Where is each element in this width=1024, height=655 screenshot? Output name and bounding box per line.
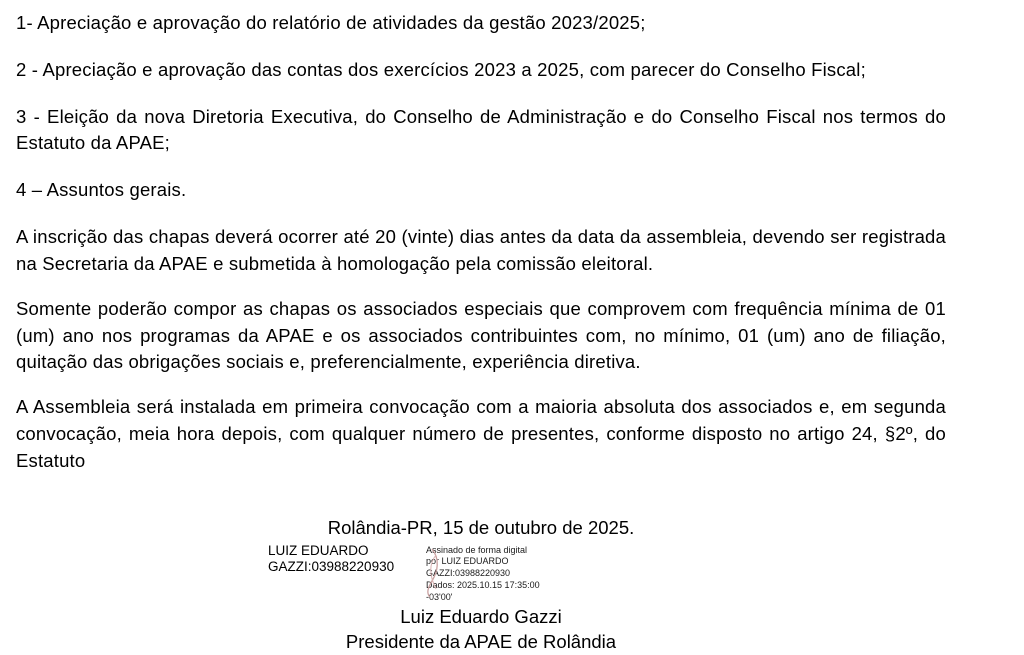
agenda-item-2: 2 - Apreciação e aprovação das contas dos exercícios 2023 a 2025, com parecer do Conselho Fiscal; <box>16 58 866 80</box>
paragraph-convocacao-assembleia: A Assembleia será instalada em primeira convocação com a maioria absoluta dos associados e, em segunda convocação, meia hora depois, com qualquer número de presentes, conforme disposto no artigo 24, §2º, do Estatuto <box>16 396 946 471</box>
signature-detail-line-2: por LUIZ EDUARDO <box>426 556 509 567</box>
signature-detail-line-1: Assinado de forma digital <box>426 544 528 555</box>
agenda-item-1: 1- Apreciação e aprovação do relatório de atividades da gestão 2023/2025; <box>16 12 646 33</box>
digital-signature-block <box>16 543 946 605</box>
signature-detail-line-4: Dados: 2025.10.15 17:35:00 <box>426 580 540 591</box>
paragraph-requisitos-associados: Somente poderão compor as chapas os associados especiais que comprovem com frequência mínima de 01 (um) ano nos programas da APAE e os associados contribuintes com, no mínimo, 01 (um) ano de filiação, quitação das obrigações sociais e, preferencialmente, experiência diretiva. <box>16 297 946 373</box>
signature-certificate-name: LUIZ EDUARDO GAZZI:03988220930 <box>268 542 395 575</box>
signature-detail-line-3: GAZZI:03988220930 <box>426 568 511 579</box>
signer-title: Presidente da APAE de Rolândia <box>345 630 617 652</box>
signature-details <box>426 543 626 604</box>
agenda-item-3: 3 - Eleição da nova Diretoria Executiva, do Conselho de Administração e do Conselho Fiscal nos termos do Estatuto da APAE; <box>16 105 946 154</box>
place-and-date: Rolândia-PR, 15 de outubro de 2025. <box>327 516 635 538</box>
paragraph-chapas-inscricao: A inscrição das chapas deverá ocorrer até 20 (vinte) dias antes da data da assembleia, devendo ser registrada na Secretaria da APAE e submetida à homologação pela comissão eleitoral. <box>16 226 946 274</box>
signature-detail-line-5: -03'00' <box>426 592 453 603</box>
signer-name: Luiz Eduardo Gazzi <box>400 605 562 627</box>
agenda-item-4: 4 – Assuntos gerais. <box>16 179 187 201</box>
closing-block <box>16 517 946 655</box>
